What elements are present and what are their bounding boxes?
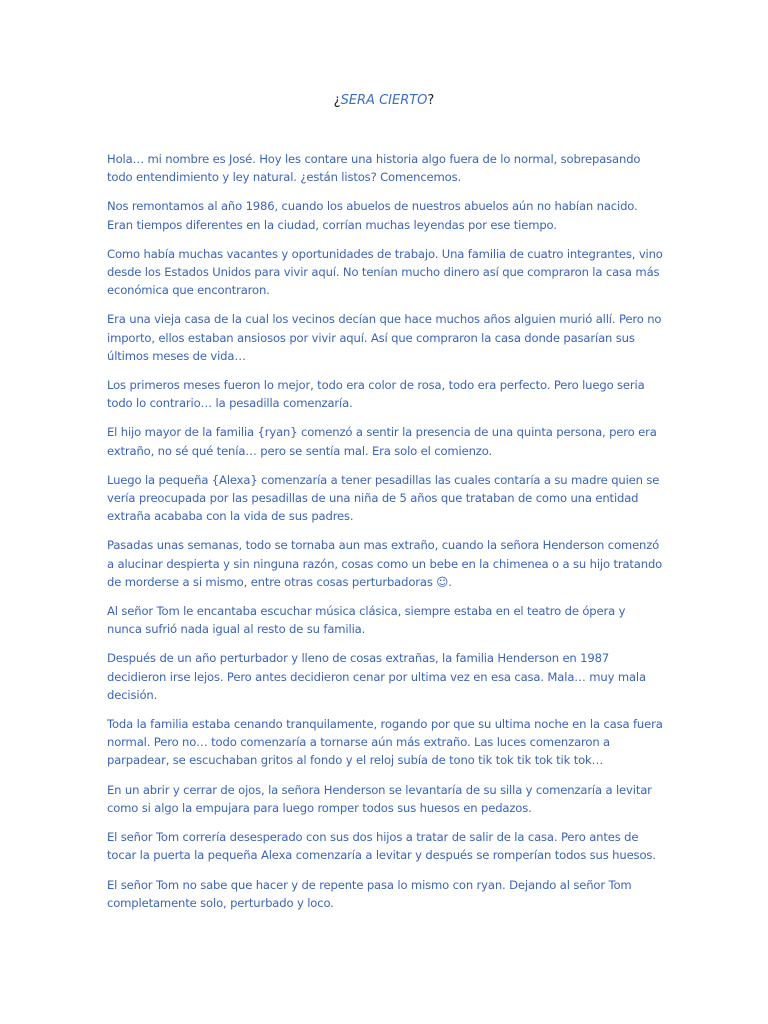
paragraph-3: Como había muchas vacantes y oportunidades de trabajo. Una familia de cuatro integrantes, vino desde los Estados Unidos para vivir aquí. No tenían mucho dinero así que compraron la casa más económica que encontraron. xyxy=(107,246,663,298)
paragraph-1: Hola… mi nombre es José. Hoy les contare una historia algo fuera de lo normal, sobrepasando todo entendimiento y ley natural. ¿están listos? Comencemos. xyxy=(107,152,641,185)
story-body xyxy=(107,150,663,923)
paragraph-5: Los primeros meses fueron lo mejor, todo era color de rosa, todo era perfecto. Pero luego seria todo lo contrario… la pesadilla comenzaría. xyxy=(107,378,645,411)
paragraph-9: Al señor Tom le encantaba escuchar música clásica, siempre estaba en el teatro de ópera y nunca sufrió nada igual al resto de su familia. xyxy=(107,604,626,637)
paragraph-8: Pasadas unas semanas, todo se tornaba aun mas extraño, cuando la señora Henderson comenzó a alucinar despierta y sin ninguna razón, cosas como un bebe en la chimenea o a su hijo tratando de morderse a si mismo, entre otras cosas perturbadoras ☺. xyxy=(107,538,663,589)
paragraph-2: Nos remontamos al año 1986, cuando los abuelos de nuestros abuelos aún no habían nacido. Eran tiempos diferentes en la ciudad, corrían muchas leyendas por ese tiempo. xyxy=(107,199,638,232)
paragraph-4: Era una vieja casa de la cual los vecinos decían que hace muchos años alguien murió allí. Pero no importo, ellos estaban ansiosos por vivir aquí. Así que compraron la casa donde pasarían sus últimos meses de vida… xyxy=(107,312,662,363)
title-text: SERA CIERTO xyxy=(340,93,428,108)
paragraph-14: El señor Tom no sabe que hacer y de repente pasa lo mismo con ryan. Dejando al señor Tom completamente solo, perturbado y loco. xyxy=(107,877,632,910)
document-title xyxy=(0,92,768,110)
paragraph-13: El señor Tom correría desesperado con sus dos hijos a tratar de salir de la casa. Pero antes de tocar la puerta la pequeña Alexa comenzaría a levitar y después se romperían todos sus huesos. xyxy=(107,830,656,863)
title-open-mark: ¿ xyxy=(333,93,341,108)
paragraph-6: El hijo mayor de la familia {ryan} comenzó a sentir la presencia de una quinta persona, pero era extraño, no sé qué tenía… pero se sentía mal. Era solo el comienzo. xyxy=(107,425,657,458)
paragraph-11: Toda la familia estaba cenando tranquilamente, rogando por que su ultima noche en la casa fuera normal. Pero no… todo comenzaría a tornarse aún más extraño. Las luces comenzaron a parpadear, se escuchaban gritos al fondo y el reloj subía de tono tik tok tik tok tik tok… xyxy=(107,717,663,768)
title-close-mark: ? xyxy=(427,93,435,108)
paragraph-10: Después de un año perturbador y lleno de cosas extrañas, la familia Henderson en 1987 decidieron irse lejos. Pero antes decidieron cenar por ultima vez en esa casa. Mala… muy mala decisión. xyxy=(107,651,646,702)
paragraph-7: Luego la pequeña {Alexa} comenzaría a tener pesadillas las cuales contaría a su madre quien se vería preocupada por las pesadillas de una niña de 5 años que trataban de como una entidad extraña acababa con la vida de sus padres. xyxy=(107,472,660,524)
paragraph-12: En un abrir y cerrar de ojos, la señora Henderson se levantaría de su silla y comenzaría a levitar como si algo la empujara para luego romper todos sus huesos en pedazos. xyxy=(107,782,652,815)
